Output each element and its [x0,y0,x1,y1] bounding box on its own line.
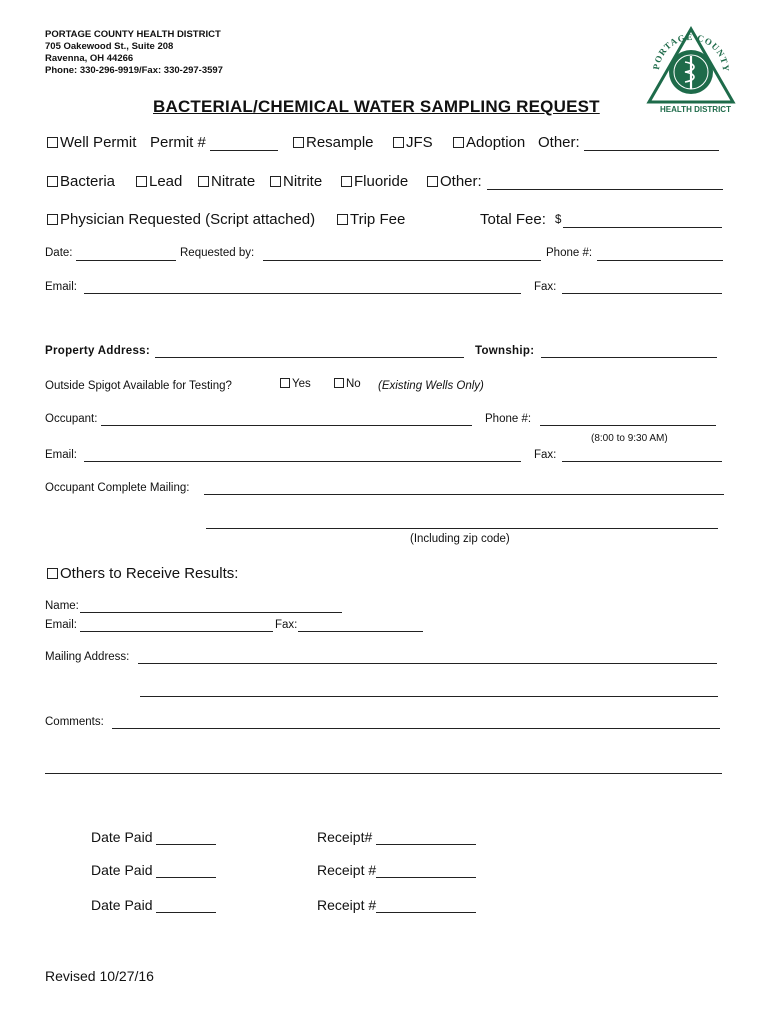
well-permit-label: Well Permit [60,134,137,151]
row2-other-option[interactable] [427,173,482,190]
resample-checkbox[interactable] [293,137,304,148]
bacteria-checkbox[interactable] [47,176,58,187]
phone-label: Phone #: [546,247,593,259]
logo-seal-icon [645,26,737,116]
well-permit-option[interactable] [47,134,136,151]
others-name-label: Name: [45,600,79,612]
nitrate-checkbox[interactable] [198,176,209,187]
nitrite-label: Nitrite [283,173,323,190]
logo-caption: HEALTH DISTRICT [660,105,731,114]
comments-field-line2[interactable] [45,773,722,774]
zip-code-note: (Including zip code) [410,533,510,545]
others-checkbox[interactable] [47,568,58,579]
occupant-email-label: Email: [45,449,77,461]
date-label: Date: [45,247,73,259]
occupant-phone-label: Phone #: [485,413,532,425]
occupant-mailing-field-line2[interactable] [206,528,718,529]
physician-option[interactable] [47,211,315,228]
currency-symbol: $ [555,214,562,226]
resample-label: Resample [306,134,374,151]
revision-date: Revised 10/27/16 [45,968,154,984]
property-address-label: Property Address: [45,345,151,357]
trip-fee-label: Trip Fee [350,211,406,228]
comments-label: Comments: [45,716,104,728]
others-mailing-field[interactable] [138,663,717,664]
org-address-line1: 705 Oakewood St., Suite 208 [45,41,174,52]
jfs-option[interactable] [393,134,433,151]
resample-option[interactable] [293,134,374,151]
lead-checkbox[interactable] [136,176,147,187]
others-mailing-field-line2[interactable] [140,696,718,697]
bacteria-label: Bacteria [60,173,116,190]
jfs-label: JFS [406,134,433,151]
date-paid-field-1[interactable] [156,844,216,845]
permit-number-field[interactable] [210,150,278,151]
occupant-mailing-label: Occupant Complete Mailing: [45,482,190,494]
occupant-fax-field[interactable] [562,461,722,462]
existing-wells-note: (Existing Wells Only) [378,380,484,392]
receipt-label-2: Receipt # [317,862,377,878]
others-label: Others to Receive Results: [60,565,239,582]
spigot-question: Outside Spigot Available for Testing? [45,380,232,392]
bacteria-option[interactable] [47,173,115,190]
township-field[interactable] [541,357,717,358]
row1-other-field[interactable] [584,150,719,151]
total-fee-label: Total Fee: [480,211,546,228]
nitrite-option[interactable] [270,173,322,190]
spigot-yes-checkbox[interactable] [280,378,290,388]
trip-fee-option[interactable] [337,211,405,228]
comments-field[interactable] [112,728,720,729]
occupant-label: Occupant: [45,413,98,425]
others-fax-label: Fax: [275,619,298,631]
spigot-no-checkbox[interactable] [334,378,344,388]
lead-label: Lead [149,173,183,190]
date-paid-field-3[interactable] [156,912,216,913]
occupant-email-field[interactable] [84,461,521,462]
fax-field[interactable] [562,293,722,294]
property-address-field[interactable] [155,357,464,358]
occupant-mailing-field[interactable] [204,494,724,495]
others-email-label: Email: [45,619,77,631]
nitrate-option[interactable] [198,173,255,190]
trip-fee-checkbox[interactable] [337,214,348,225]
org-name: PORTAGE COUNTY HEALTH DISTRICT [45,29,221,40]
total-fee-field[interactable] [563,227,722,228]
email-field[interactable] [84,293,521,294]
others-name-field[interactable] [80,612,342,613]
row2-other-field[interactable] [487,189,723,190]
date-paid-field-2[interactable] [156,877,216,878]
logo-ring-text: PORTAGE COUNTY [651,31,732,73]
fluoride-checkbox[interactable] [341,176,352,187]
nitrite-checkbox[interactable] [270,176,281,187]
others-email-field[interactable] [80,631,273,632]
form-title: BACTERIAL/CHEMICAL WATER SAMPLING REQUEST [153,97,600,116]
receipt-field-2[interactable] [376,877,476,878]
spigot-no-option[interactable] [334,378,361,390]
date-paid-label-3: Date Paid [91,897,153,913]
org-phone: Phone: 330-296-9919/Fax: 330-297-3597 [45,65,223,76]
fax-label: Fax: [534,281,557,293]
well-permit-checkbox[interactable] [47,137,58,148]
receipt-field-1[interactable] [376,844,476,845]
jfs-checkbox[interactable] [393,137,404,148]
receipt-label-3: Receipt # [317,897,377,913]
requested-by-field[interactable] [263,260,541,261]
date-paid-label-1: Date Paid [91,829,153,845]
row2-other-label: Other: [440,173,482,190]
lead-option[interactable] [136,173,182,190]
receipt-field-3[interactable] [376,912,476,913]
call-hours-note: (8:00 to 9:30 AM) [591,433,668,444]
health-district-logo [645,26,737,116]
email-label: Email: [45,281,77,293]
date-paid-label-2: Date Paid [91,862,153,878]
occupant-phone-field[interactable] [540,425,716,426]
physician-checkbox[interactable] [47,214,58,225]
adoption-label: Adoption [466,134,526,151]
row2-other-checkbox[interactable] [427,176,438,187]
spigot-yes-label: Yes [292,378,311,390]
occupant-fax-label: Fax: [534,449,557,461]
adoption-checkbox[interactable] [453,137,464,148]
others-option[interactable] [47,565,238,582]
permit-number-label: Permit # [150,134,206,151]
phone-field[interactable] [597,260,723,261]
occupant-field[interactable] [101,425,472,426]
row1-other-label: Other: [538,134,580,151]
spigot-yes-option[interactable] [280,378,311,390]
requested-by-label: Requested by: [180,247,255,259]
fluoride-label: Fluoride [354,173,409,190]
adoption-option[interactable] [453,134,525,151]
org-address-line2: Ravenna, OH 44266 [45,53,134,64]
receipt-label-1: Receipt# [317,829,373,845]
date-field[interactable] [76,260,176,261]
township-label: Township: [475,345,535,357]
others-mailing-label: Mailing Address: [45,651,130,663]
nitrate-label: Nitrate [211,173,256,190]
others-fax-field[interactable] [298,631,423,632]
physician-label: Physician Requested (Script attached) [60,211,316,228]
spigot-no-label: No [346,378,361,390]
fluoride-option[interactable] [341,173,408,190]
